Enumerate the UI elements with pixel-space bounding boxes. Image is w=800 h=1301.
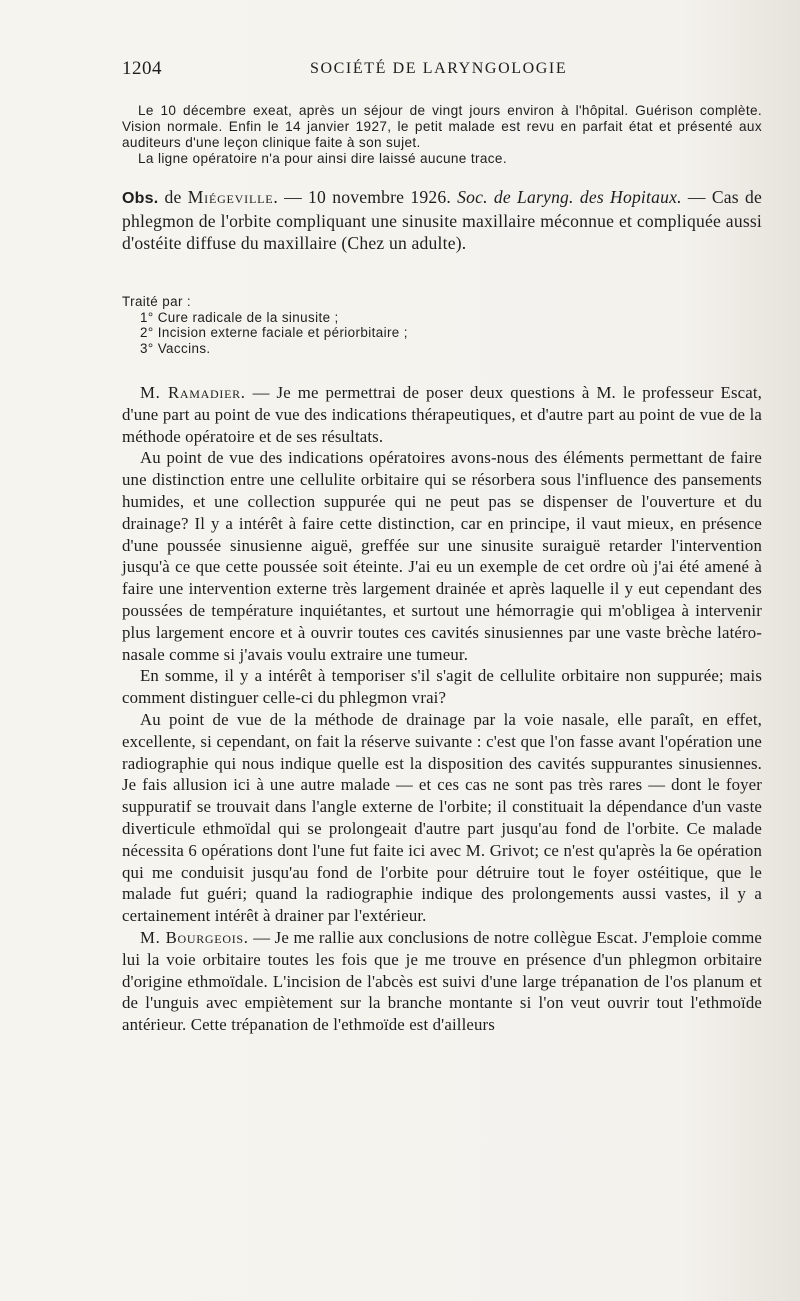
- intro-paragraph-2: La ligne opératoire n'a pour ainsi dire laissé aucune trace.: [138, 151, 507, 166]
- observation-paragraph: [122, 186, 762, 254]
- discussion-paragraph: Au point de vue de la méthode de drainage par la voie nasale, elle paraît, en effet, excellente, si cependant, on fait la réserve suivante : c'est que l'on fasse avant l'opération une radiographie qui nous indique quelle est la disposition des cavités suppurantes sinusiennes. Je fais allusion ici à une autre malade — et ces cas ne sont pas très rares — dont le foyer suppuratif se trouvait dans l'angle externe de l'orbite; il constituait la dépendance d'un vaste diverticule ethmoïdal qui se prolongeait d'autre part jusqu'au fond de l'orbite. Ce malade nécessita 6 opérations dont l'une fut faite ici avec M. Grivot; ce n'est qu'après la 6e opération qui me conduisit jusqu'au fond de l'orbite pour détruire tout le foyer ostéitique, que le malade fut guéri; quand la radiographie indique des prolongements aussi vastes, il y a certainement intérêt à drainer par l'extérieur.: [122, 709, 762, 926]
- page-header: [122, 58, 762, 88]
- paragraph-text: — Je me permettrai de poser deux questions à M. le professeur Escat, d'une part au point de vue des indications thérapeutiques, et d'autre part au point de vue de la méthode opératoire et de ses résultats.: [122, 383, 762, 446]
- running-head: SOCIÉTÉ DE LARYNGOLOGIE: [310, 60, 568, 77]
- treatment-list: [122, 294, 762, 356]
- paragraph-text: — Je me rallie aux conclusions de notre collègue Escat. J'emploie comme lui la voie orbitaire toutes les fois que je me trouve en présence d'un phlegmon orbitaire d'origine ethmoïdale. L'incision de l'abcès est suivi d'une large trépanation de l'os planum et de l'unguis avec empiètement sur la branche montante si l'on veut ouvrir tout l'ethmoïde antérieur. Cette trépanation de l'ethmoïde est d'ailleurs: [122, 927, 763, 1035]
- discussion-paragraph: [122, 382, 762, 447]
- intro-paragraph: Le 10 décembre exeat, après un séjour de vingt jours environ à l'hôpital. Guérison complète. Vision normale. Enfin le 14 janvier 1927, le petit malade est revu en parfait état et présenté aux auditeurs d'une leçon clinique faite à son sujet.: [122, 103, 762, 150]
- discussion-section: [122, 382, 762, 1036]
- treatment-item: 1° Cure radicale de la sinusite ;: [140, 309, 339, 325]
- speaker-name: M. Ramadier.: [140, 383, 246, 402]
- page-number: 1204: [122, 58, 162, 79]
- observation-text: — Cas de phlegmon de l'orbite compliquant une sinusite maxillaire méconnue et compliquée aussi d'ostéite diffuse du maxillaire (Chez un adulte).: [122, 187, 762, 253]
- treatment-heading: Traité par :: [122, 294, 192, 309]
- speaker-name: M. Bourgeois.: [140, 927, 249, 947]
- discussion-paragraph: En somme, il y a intérêt à temporiser s'il s'agit de cellulite orbitaire non suppurée; mais comment distinguer celle-ci du phlegmon vrai?: [122, 666, 762, 708]
- observation-label: Obs.: [122, 190, 159, 207]
- observation-date: . — 10 novembre 1926.: [273, 187, 458, 207]
- observation-source: Soc. de Laryng. des Hopitaux.: [457, 187, 682, 207]
- treatment-item: 2° Incision externe faciale et périorbitaire ;: [140, 325, 408, 340]
- observation-author: Miégeville: [187, 187, 274, 207]
- treatment-item: 3° Vaccins.: [140, 340, 211, 356]
- intro-section: [122, 103, 762, 167]
- discussion-paragraph: Au point de vue des indications opératoires avons-nous des éléments permettant de faire une distinction entre une cellulite orbitaire qui se résorbera sous l'influence des pansements humides, et une collection suppurée qui ne peut pas se dispenser de l'ouverture et du drainage? Il y a intérêt à faire cette distinction, car en principe, il vaut mieux, en présence d'une poussée sinusienne aiguë, greffée sur une sinusite suraiguë retarder l'intervention jusqu'à ce que cette poussée soit éteinte. J'ai eu un exemple de cet ordre où j'ai été amené à faire une intervention externe très largement drainée et après laquelle il y eut cependant des poussées de température inquiétantes, et surtout une hémorragie qui m'obligea à intervenir plus largement encore et à ouvrir toutes ces cavités sinusiennes par une vaste brèche latéro-nasale comme si j'avais voulu extraire une tumeur.: [122, 448, 762, 664]
- observation-de: de: [158, 187, 188, 207]
- discussion-paragraph: [122, 927, 762, 1036]
